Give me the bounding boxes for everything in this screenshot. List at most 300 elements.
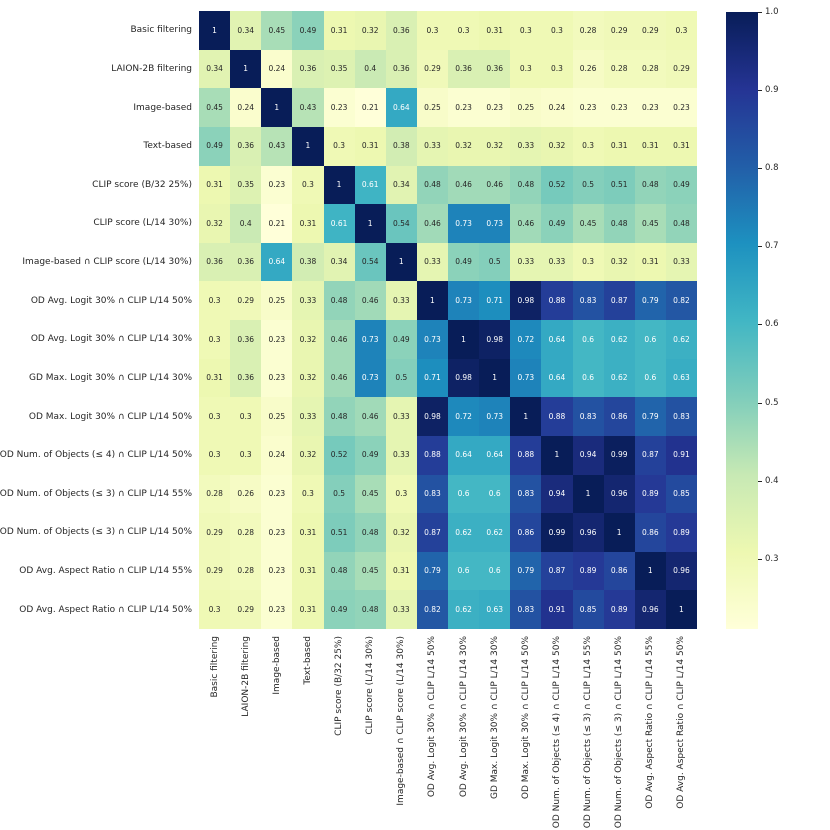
heatmap-cell-r12c5: 0.52 bbox=[324, 436, 355, 475]
heatmap-cell-r5c16: 0.49 bbox=[666, 166, 697, 205]
heatmap-cell-r12c6: 0.49 bbox=[355, 436, 386, 475]
heatmap-cell-r10c9: 0.98 bbox=[448, 359, 479, 398]
heatmap-cell-r6c3: 0.21 bbox=[261, 204, 292, 243]
heatmap-cell-r13c12: 0.94 bbox=[541, 475, 572, 514]
heatmap-cell-r6c8: 0.46 bbox=[417, 204, 448, 243]
colorbar-tick-mark-0.9 bbox=[758, 90, 762, 91]
x-tick-label-5: CLIP score (B/32 25%) bbox=[334, 636, 345, 736]
heatmap-cell-r7c6: 0.54 bbox=[355, 243, 386, 282]
heatmap-cell-r11c6: 0.46 bbox=[355, 397, 386, 436]
y-tick-label-3: Image-based bbox=[133, 102, 192, 113]
heatmap-cell-r7c5: 0.34 bbox=[324, 243, 355, 282]
y-tick-label-2: LAION-2B filtering bbox=[111, 63, 192, 74]
heatmap-cell-r13c2: 0.26 bbox=[230, 475, 261, 514]
heatmap-cell-r3c1: 0.45 bbox=[199, 88, 230, 127]
heatmap-cell-r9c9: 1 bbox=[448, 320, 479, 359]
heatmap-cell-r12c7: 0.33 bbox=[386, 436, 417, 475]
heatmap-cell-r4c1: 0.49 bbox=[199, 127, 230, 166]
heatmap-cell-r15c14: 0.86 bbox=[604, 552, 635, 591]
heatmap-cell-r13c7: 0.3 bbox=[386, 475, 417, 514]
heatmap-cell-r10c16: 0.63 bbox=[666, 359, 697, 398]
heatmap-cell-r10c12: 0.64 bbox=[541, 359, 572, 398]
heatmap-cell-r9c1: 0.3 bbox=[199, 320, 230, 359]
heatmap-cell-r14c12: 0.99 bbox=[541, 513, 572, 552]
heatmap-cell-r10c13: 0.6 bbox=[573, 359, 604, 398]
heatmap-cell-r16c8: 0.82 bbox=[417, 590, 448, 629]
heatmap-cell-r7c12: 0.33 bbox=[541, 243, 572, 282]
heatmap-cell-r15c8: 0.79 bbox=[417, 552, 448, 591]
heatmap-cell-r14c14: 1 bbox=[604, 513, 635, 552]
colorbar-tick-mark-0.7 bbox=[758, 246, 762, 247]
x-tick-label-6: CLIP score (L/14 30%) bbox=[365, 636, 376, 735]
heatmap-cell-r7c2: 0.36 bbox=[230, 243, 261, 282]
heatmap-cell-r3c2: 0.24 bbox=[230, 88, 261, 127]
heatmap-cell-r6c10: 0.73 bbox=[479, 204, 510, 243]
heatmap-cell-r1c16: 0.3 bbox=[666, 11, 697, 50]
heatmap-cell-r9c13: 0.6 bbox=[573, 320, 604, 359]
heatmap-cell-r7c9: 0.49 bbox=[448, 243, 479, 282]
heatmap-cell-r11c8: 0.98 bbox=[417, 397, 448, 436]
heatmap-cell-r12c9: 0.64 bbox=[448, 436, 479, 475]
heatmap-cell-r11c11: 1 bbox=[510, 397, 541, 436]
heatmap-cell-r13c4: 0.3 bbox=[292, 475, 323, 514]
x-tick-label-2: LAION-2B filtering bbox=[240, 636, 251, 717]
heatmap-cell-r5c9: 0.46 bbox=[448, 166, 479, 205]
heatmap-cell-r5c10: 0.46 bbox=[479, 166, 510, 205]
heatmap-grid bbox=[199, 11, 697, 629]
heatmap-cell-r16c3: 0.23 bbox=[261, 590, 292, 629]
heatmap-cell-r14c4: 0.31 bbox=[292, 513, 323, 552]
heatmap-cell-r8c2: 0.29 bbox=[230, 281, 261, 320]
colorbar-tick-mark-1.0 bbox=[758, 12, 762, 13]
heatmap-cell-r5c11: 0.48 bbox=[510, 166, 541, 205]
heatmap-cell-r12c2: 0.3 bbox=[230, 436, 261, 475]
y-tick-label-9: OD Avg. Logit 30% ∩ CLIP L/14 30% bbox=[30, 334, 192, 345]
heatmap-cell-r15c15: 1 bbox=[635, 552, 666, 591]
heatmap-cell-r6c1: 0.32 bbox=[199, 204, 230, 243]
heatmap-cell-r15c2: 0.28 bbox=[230, 552, 261, 591]
heatmap-cell-r16c9: 0.62 bbox=[448, 590, 479, 629]
heatmap-cell-r10c14: 0.62 bbox=[604, 359, 635, 398]
colorbar-tick-label-1.0: 1.0 bbox=[765, 7, 779, 17]
heatmap-cell-r11c3: 0.25 bbox=[261, 397, 292, 436]
heatmap-cell-r5c13: 0.5 bbox=[573, 166, 604, 205]
heatmap-cell-r13c13: 1 bbox=[573, 475, 604, 514]
heatmap-cell-r3c12: 0.24 bbox=[541, 88, 572, 127]
colorbar-tick-mark-0.8 bbox=[758, 168, 762, 169]
heatmap-cell-r14c2: 0.28 bbox=[230, 513, 261, 552]
heatmap-cell-r3c11: 0.25 bbox=[510, 88, 541, 127]
heatmap-cell-r4c7: 0.38 bbox=[386, 127, 417, 166]
colorbar-tick-label-0.3: 0.3 bbox=[765, 553, 779, 564]
heatmap-cell-r8c15: 0.79 bbox=[635, 281, 666, 320]
heatmap-cell-r3c15: 0.23 bbox=[635, 88, 666, 127]
heatmap-cell-r3c8: 0.25 bbox=[417, 88, 448, 127]
heatmap-cell-r10c2: 0.36 bbox=[230, 359, 261, 398]
heatmap-cell-r15c10: 0.6 bbox=[479, 552, 510, 591]
heatmap-cell-r7c4: 0.38 bbox=[292, 243, 323, 282]
heatmap-cell-r7c7: 1 bbox=[386, 243, 417, 282]
heatmap-cell-r15c16: 0.96 bbox=[666, 552, 697, 591]
heatmap-cell-r11c12: 0.88 bbox=[541, 397, 572, 436]
heatmap-cell-r5c5: 1 bbox=[324, 166, 355, 205]
heatmap-cell-r8c11: 0.98 bbox=[510, 281, 541, 320]
heatmap-cell-r7c10: 0.5 bbox=[479, 243, 510, 282]
heatmap-cell-r8c1: 0.3 bbox=[199, 281, 230, 320]
heatmap-cell-r2c5: 0.35 bbox=[324, 50, 355, 89]
heatmap-cell-r9c2: 0.36 bbox=[230, 320, 261, 359]
heatmap-cell-r4c12: 0.32 bbox=[541, 127, 572, 166]
heatmap-cell-r11c1: 0.3 bbox=[199, 397, 230, 436]
heatmap-cell-r10c15: 0.6 bbox=[635, 359, 666, 398]
heatmap-cell-r16c13: 0.85 bbox=[573, 590, 604, 629]
heatmap-cell-r9c5: 0.46 bbox=[324, 320, 355, 359]
heatmap-cell-r11c15: 0.79 bbox=[635, 397, 666, 436]
heatmap-cell-r6c5: 0.61 bbox=[324, 204, 355, 243]
heatmap-cell-r14c10: 0.62 bbox=[479, 513, 510, 552]
heatmap-cell-r2c8: 0.29 bbox=[417, 50, 448, 89]
y-tick-label-11: OD Max. Logit 30% ∩ CLIP L/14 50% bbox=[28, 411, 192, 422]
heatmap-cell-r7c3: 0.64 bbox=[261, 243, 292, 282]
heatmap-cell-r11c9: 0.72 bbox=[448, 397, 479, 436]
heatmap-cell-r1c8: 0.3 bbox=[417, 11, 448, 50]
heatmap-cell-r12c3: 0.24 bbox=[261, 436, 292, 475]
heatmap-cell-r15c12: 0.87 bbox=[541, 552, 572, 591]
x-tick-label-9: OD Avg. Logit 30% ∩ CLIP L/14 30% bbox=[458, 636, 469, 798]
heatmap-cell-r13c5: 0.5 bbox=[324, 475, 355, 514]
heatmap-cell-r13c14: 0.96 bbox=[604, 475, 635, 514]
heatmap-cell-r11c16: 0.83 bbox=[666, 397, 697, 436]
heatmap-cell-r1c10: 0.31 bbox=[479, 11, 510, 50]
heatmap-cell-r13c15: 0.89 bbox=[635, 475, 666, 514]
y-tick-label-15: OD Avg. Aspect Ratio ∩ CLIP L/14 55% bbox=[19, 566, 192, 577]
heatmap-cell-r2c7: 0.36 bbox=[386, 50, 417, 89]
heatmap-cell-r9c7: 0.49 bbox=[386, 320, 417, 359]
heatmap-cell-r11c2: 0.3 bbox=[230, 397, 261, 436]
colorbar-tick-mark-0.5 bbox=[758, 403, 762, 404]
heatmap-cell-r4c16: 0.31 bbox=[666, 127, 697, 166]
heatmap-cell-r15c6: 0.45 bbox=[355, 552, 386, 591]
heatmap-cell-r13c9: 0.6 bbox=[448, 475, 479, 514]
y-tick-label-10: GD Max. Logit 30% ∩ CLIP L/14 30% bbox=[29, 372, 192, 383]
x-tick-label-15: OD Avg. Aspect Ratio ∩ CLIP L/14 55% bbox=[645, 636, 656, 809]
heatmap-cell-r13c11: 0.83 bbox=[510, 475, 541, 514]
heatmap-cell-r14c11: 0.86 bbox=[510, 513, 541, 552]
y-axis-tick-labels bbox=[0, 11, 192, 629]
y-tick-label-1: Basic filtering bbox=[130, 25, 192, 36]
heatmap-cell-r3c13: 0.23 bbox=[573, 88, 604, 127]
heatmap-cell-r15c4: 0.31 bbox=[292, 552, 323, 591]
heatmap-cell-r5c14: 0.51 bbox=[604, 166, 635, 205]
heatmap-cell-r1c14: 0.29 bbox=[604, 11, 635, 50]
heatmap-cell-r15c7: 0.31 bbox=[386, 552, 417, 591]
heatmap-cell-r12c12: 1 bbox=[541, 436, 572, 475]
heatmap-cell-r10c6: 0.73 bbox=[355, 359, 386, 398]
heatmap-cell-r16c14: 0.89 bbox=[604, 590, 635, 629]
heatmap-cell-r14c1: 0.29 bbox=[199, 513, 230, 552]
heatmap-cell-r9c6: 0.73 bbox=[355, 320, 386, 359]
x-tick-label-11: OD Max. Logit 30% ∩ CLIP L/14 50% bbox=[520, 636, 531, 800]
x-tick-label-16: OD Avg. Aspect Ratio ∩ CLIP L/14 50% bbox=[676, 636, 687, 809]
heatmap-cell-r5c4: 0.3 bbox=[292, 166, 323, 205]
heatmap-cell-r16c7: 0.33 bbox=[386, 590, 417, 629]
colorbar-tick-label-0.5: 0.5 bbox=[765, 397, 779, 408]
heatmap-cell-r9c11: 0.72 bbox=[510, 320, 541, 359]
colorbar-tick-mark-0.6 bbox=[758, 324, 762, 325]
heatmap-cell-r16c16: 1 bbox=[666, 590, 697, 629]
heatmap-cell-r11c10: 0.73 bbox=[479, 397, 510, 436]
heatmap-cell-r1c9: 0.3 bbox=[448, 11, 479, 50]
heatmap-cell-r5c12: 0.52 bbox=[541, 166, 572, 205]
heatmap-cell-r9c3: 0.23 bbox=[261, 320, 292, 359]
x-tick-label-8: OD Avg. Logit 30% ∩ CLIP L/14 50% bbox=[427, 636, 438, 798]
heatmap-cell-r5c8: 0.48 bbox=[417, 166, 448, 205]
heatmap-cell-r8c14: 0.87 bbox=[604, 281, 635, 320]
heatmap-cell-r16c2: 0.29 bbox=[230, 590, 261, 629]
heatmap-cell-r6c7: 0.54 bbox=[386, 204, 417, 243]
heatmap-cell-r1c11: 0.3 bbox=[510, 11, 541, 50]
heatmap-cell-r10c1: 0.31 bbox=[199, 359, 230, 398]
heatmap-cell-r15c11: 0.79 bbox=[510, 552, 541, 591]
colorbar-gradient bbox=[726, 12, 758, 629]
heatmap-cell-r16c4: 0.31 bbox=[292, 590, 323, 629]
heatmap-cell-r5c15: 0.48 bbox=[635, 166, 666, 205]
heatmap-cell-r13c10: 0.6 bbox=[479, 475, 510, 514]
heatmap-cell-r15c3: 0.23 bbox=[261, 552, 292, 591]
heatmap-cell-r14c3: 0.23 bbox=[261, 513, 292, 552]
heatmap-cell-r10c3: 0.23 bbox=[261, 359, 292, 398]
heatmap-cell-r10c4: 0.32 bbox=[292, 359, 323, 398]
heatmap-cell-r1c2: 0.34 bbox=[230, 11, 261, 50]
heatmap-cell-r3c3: 1 bbox=[261, 88, 292, 127]
heatmap-cell-r10c8: 0.71 bbox=[417, 359, 448, 398]
heatmap-cell-r1c1: 1 bbox=[199, 11, 230, 50]
heatmap-cell-r2c12: 0.3 bbox=[541, 50, 572, 89]
heatmap-cell-r3c7: 0.64 bbox=[386, 88, 417, 127]
heatmap-cell-r8c12: 0.88 bbox=[541, 281, 572, 320]
heatmap-cell-r12c8: 0.88 bbox=[417, 436, 448, 475]
heatmap-cell-r8c9: 0.73 bbox=[448, 281, 479, 320]
heatmap-cell-r6c15: 0.45 bbox=[635, 204, 666, 243]
heatmap-cell-r11c14: 0.86 bbox=[604, 397, 635, 436]
heatmap-cell-r1c4: 0.49 bbox=[292, 11, 323, 50]
heatmap-cell-r12c4: 0.32 bbox=[292, 436, 323, 475]
heatmap-cell-r3c6: 0.21 bbox=[355, 88, 386, 127]
heatmap-cell-r2c2: 1 bbox=[230, 50, 261, 89]
heatmap-cell-r13c8: 0.83 bbox=[417, 475, 448, 514]
y-tick-label-12: OD Num. of Objects (≤ 4) ∩ CLIP L/14 50% bbox=[0, 450, 192, 461]
x-tick-label-3: Image-based bbox=[271, 636, 282, 695]
heatmap-cell-r16c10: 0.63 bbox=[479, 590, 510, 629]
heatmap-cell-r15c9: 0.6 bbox=[448, 552, 479, 591]
colorbar bbox=[726, 7, 779, 629]
heatmap-cell-r4c14: 0.31 bbox=[604, 127, 635, 166]
heatmap-cell-r12c15: 0.87 bbox=[635, 436, 666, 475]
heatmap-cell-r11c4: 0.33 bbox=[292, 397, 323, 436]
heatmap-cell-r14c8: 0.87 bbox=[417, 513, 448, 552]
heatmap-cell-r15c5: 0.48 bbox=[324, 552, 355, 591]
heatmap-cell-r16c15: 0.96 bbox=[635, 590, 666, 629]
heatmap-cell-r4c10: 0.32 bbox=[479, 127, 510, 166]
heatmap-cell-r9c8: 0.73 bbox=[417, 320, 448, 359]
heatmap-cell-r4c11: 0.33 bbox=[510, 127, 541, 166]
heatmap-cell-r6c4: 0.31 bbox=[292, 204, 323, 243]
x-tick-label-10: GD Max. Logit 30% ∩ CLIP L/14 30% bbox=[489, 636, 500, 799]
heatmap-cell-r7c1: 0.36 bbox=[199, 243, 230, 282]
heatmap-cell-r4c4: 1 bbox=[292, 127, 323, 166]
heatmap-cell-r1c12: 0.3 bbox=[541, 11, 572, 50]
heatmap-cell-r6c6: 1 bbox=[355, 204, 386, 243]
heatmap-cell-r1c3: 0.45 bbox=[261, 11, 292, 50]
x-tick-label-14: OD Num. of Objects (≤ 3) ∩ CLIP L/14 50% bbox=[614, 636, 625, 829]
colorbar-tick-label-0.7: 0.7 bbox=[765, 241, 779, 252]
heatmap-cell-r2c11: 0.3 bbox=[510, 50, 541, 89]
heatmap-cell-r7c15: 0.31 bbox=[635, 243, 666, 282]
heatmap-cell-r10c11: 0.73 bbox=[510, 359, 541, 398]
heatmap-cell-r14c9: 0.62 bbox=[448, 513, 479, 552]
heatmap-cell-r5c2: 0.35 bbox=[230, 166, 261, 205]
heatmap-cell-r14c7: 0.32 bbox=[386, 513, 417, 552]
heatmap-cell-r4c9: 0.32 bbox=[448, 127, 479, 166]
heatmap-cell-r4c5: 0.3 bbox=[324, 127, 355, 166]
heatmap-cell-r2c1: 0.34 bbox=[199, 50, 230, 89]
heatmap-cell-r16c5: 0.49 bbox=[324, 590, 355, 629]
heatmap-cell-r5c1: 0.31 bbox=[199, 166, 230, 205]
heatmap-cell-r1c7: 0.36 bbox=[386, 11, 417, 50]
y-tick-label-16: OD Avg. Aspect Ratio ∩ CLIP L/14 50% bbox=[19, 604, 192, 615]
y-tick-label-7: Image-based ∩ CLIP score (L/14 30%) bbox=[22, 257, 192, 268]
heatmap-cell-r3c4: 0.43 bbox=[292, 88, 323, 127]
heatmap-cell-r9c10: 0.98 bbox=[479, 320, 510, 359]
heatmap-cell-r1c13: 0.28 bbox=[573, 11, 604, 50]
heatmap-cell-r8c3: 0.25 bbox=[261, 281, 292, 320]
heatmap-cell-r5c7: 0.34 bbox=[386, 166, 417, 205]
heatmap-cell-r8c4: 0.33 bbox=[292, 281, 323, 320]
heatmap-cell-r2c15: 0.28 bbox=[635, 50, 666, 89]
colorbar-tick-mark-0.3 bbox=[758, 559, 762, 560]
heatmap-cell-r3c5: 0.23 bbox=[324, 88, 355, 127]
heatmap-cell-r4c8: 0.33 bbox=[417, 127, 448, 166]
heatmap-cell-r8c16: 0.82 bbox=[666, 281, 697, 320]
heatmap-cell-r7c11: 0.33 bbox=[510, 243, 541, 282]
heatmap-cell-r6c14: 0.48 bbox=[604, 204, 635, 243]
heatmap-cell-r6c2: 0.4 bbox=[230, 204, 261, 243]
heatmap-cell-r8c5: 0.48 bbox=[324, 281, 355, 320]
heatmap-cell-r2c4: 0.36 bbox=[292, 50, 323, 89]
colorbar-tick-label-0.8: 0.8 bbox=[765, 163, 779, 174]
heatmap-cell-r12c16: 0.91 bbox=[666, 436, 697, 475]
heatmap-cell-r14c13: 0.96 bbox=[573, 513, 604, 552]
colorbar-tick-label-0.6: 0.6 bbox=[765, 319, 779, 330]
heatmap-cell-r12c10: 0.64 bbox=[479, 436, 510, 475]
y-tick-label-5: CLIP score (B/32 25%) bbox=[92, 179, 192, 190]
heatmap-cell-r10c5: 0.46 bbox=[324, 359, 355, 398]
heatmap-cell-r2c3: 0.24 bbox=[261, 50, 292, 89]
heatmap-cell-r11c7: 0.33 bbox=[386, 397, 417, 436]
heatmap-cell-r15c13: 0.89 bbox=[573, 552, 604, 591]
heatmap-cell-r13c16: 0.85 bbox=[666, 475, 697, 514]
heatmap-cell-r13c1: 0.28 bbox=[199, 475, 230, 514]
heatmap-cell-r14c5: 0.51 bbox=[324, 513, 355, 552]
x-tick-label-4: Text-based bbox=[302, 636, 313, 685]
y-tick-label-6: CLIP score (L/14 30%) bbox=[93, 218, 192, 229]
heatmap-cell-r3c16: 0.23 bbox=[666, 88, 697, 127]
heatmap-cell-r1c5: 0.31 bbox=[324, 11, 355, 50]
heatmap-cell-r9c15: 0.6 bbox=[635, 320, 666, 359]
heatmap-cell-r5c3: 0.23 bbox=[261, 166, 292, 205]
heatmap-cell-r4c6: 0.31 bbox=[355, 127, 386, 166]
heatmap-cell-r12c11: 0.88 bbox=[510, 436, 541, 475]
heatmap-cell-r15c1: 0.29 bbox=[199, 552, 230, 591]
heatmap-cell-r4c15: 0.31 bbox=[635, 127, 666, 166]
heatmap-cell-r1c15: 0.29 bbox=[635, 11, 666, 50]
heatmap-cell-r9c16: 0.62 bbox=[666, 320, 697, 359]
heatmap-cell-r14c6: 0.48 bbox=[355, 513, 386, 552]
colorbar-tick-label-0.4: 0.4 bbox=[765, 475, 779, 486]
y-tick-label-8: OD Avg. Logit 30% ∩ CLIP L/14 50% bbox=[30, 295, 192, 306]
x-axis-tick-labels bbox=[199, 636, 697, 830]
heatmap-cell-r16c1: 0.3 bbox=[199, 590, 230, 629]
heatmap-cell-r2c10: 0.36 bbox=[479, 50, 510, 89]
heatmap-cell-r7c8: 0.33 bbox=[417, 243, 448, 282]
heatmap-cell-r6c9: 0.73 bbox=[448, 204, 479, 243]
heatmap-cell-r12c1: 0.3 bbox=[199, 436, 230, 475]
x-tick-label-12: OD Num. of Objects (≤ 4) ∩ CLIP L/14 50% bbox=[551, 636, 562, 829]
heatmap-cell-r2c14: 0.28 bbox=[604, 50, 635, 89]
x-tick-label-7: Image-based ∩ CLIP score (L/14 30%) bbox=[396, 636, 407, 806]
heatmap-cell-r7c14: 0.32 bbox=[604, 243, 635, 282]
y-tick-label-14: OD Num. of Objects (≤ 3) ∩ CLIP L/14 50% bbox=[0, 527, 192, 538]
heatmap-cell-r7c13: 0.3 bbox=[573, 243, 604, 282]
heatmap-cell-r11c5: 0.48 bbox=[324, 397, 355, 436]
heatmap-cell-r6c11: 0.46 bbox=[510, 204, 541, 243]
heatmap-cell-r13c3: 0.23 bbox=[261, 475, 292, 514]
heatmap-cell-r16c11: 0.83 bbox=[510, 590, 541, 629]
heatmap-cell-r13c6: 0.45 bbox=[355, 475, 386, 514]
heatmap-cell-r12c14: 0.99 bbox=[604, 436, 635, 475]
y-tick-label-4: Text-based bbox=[143, 141, 192, 152]
x-tick-label-13: OD Num. of Objects (≤ 3) ∩ CLIP L/14 55% bbox=[583, 636, 594, 829]
heatmap-cell-r8c10: 0.71 bbox=[479, 281, 510, 320]
heatmap-cell-r8c8: 1 bbox=[417, 281, 448, 320]
heatmap-cell-r2c16: 0.29 bbox=[666, 50, 697, 89]
heatmap-cell-r11c13: 0.83 bbox=[573, 397, 604, 436]
heatmap-cell-r2c13: 0.26 bbox=[573, 50, 604, 89]
heatmap-cell-r3c10: 0.23 bbox=[479, 88, 510, 127]
heatmap-cell-r3c14: 0.23 bbox=[604, 88, 635, 127]
heatmap-cell-r2c9: 0.36 bbox=[448, 50, 479, 89]
heatmap-cell-r9c12: 0.64 bbox=[541, 320, 572, 359]
heatmap-cell-r1c6: 0.32 bbox=[355, 11, 386, 50]
heatmap-cell-r4c3: 0.43 bbox=[261, 127, 292, 166]
heatmap-cell-r8c6: 0.46 bbox=[355, 281, 386, 320]
heatmap-cell-r3c9: 0.23 bbox=[448, 88, 479, 127]
heatmap-cell-r9c14: 0.62 bbox=[604, 320, 635, 359]
colorbar-tick-label-0.9: 0.9 bbox=[765, 85, 779, 96]
colorbar-tick-mark-0.4 bbox=[758, 481, 762, 482]
heatmap-cell-r12c13: 0.94 bbox=[573, 436, 604, 475]
heatmap-cell-r4c13: 0.3 bbox=[573, 127, 604, 166]
heatmap-cell-r10c7: 0.5 bbox=[386, 359, 417, 398]
heatmap-cell-r6c12: 0.49 bbox=[541, 204, 572, 243]
heatmap-cell-r4c2: 0.36 bbox=[230, 127, 261, 166]
x-tick-label-1: Basic filtering bbox=[209, 636, 220, 698]
heatmap-cell-r10c10: 1 bbox=[479, 359, 510, 398]
heatmap-cell-r16c12: 0.91 bbox=[541, 590, 572, 629]
heatmap-cell-r14c15: 0.86 bbox=[635, 513, 666, 552]
heatmap-cell-r7c16: 0.33 bbox=[666, 243, 697, 282]
heatmap-cell-r14c16: 0.89 bbox=[666, 513, 697, 552]
